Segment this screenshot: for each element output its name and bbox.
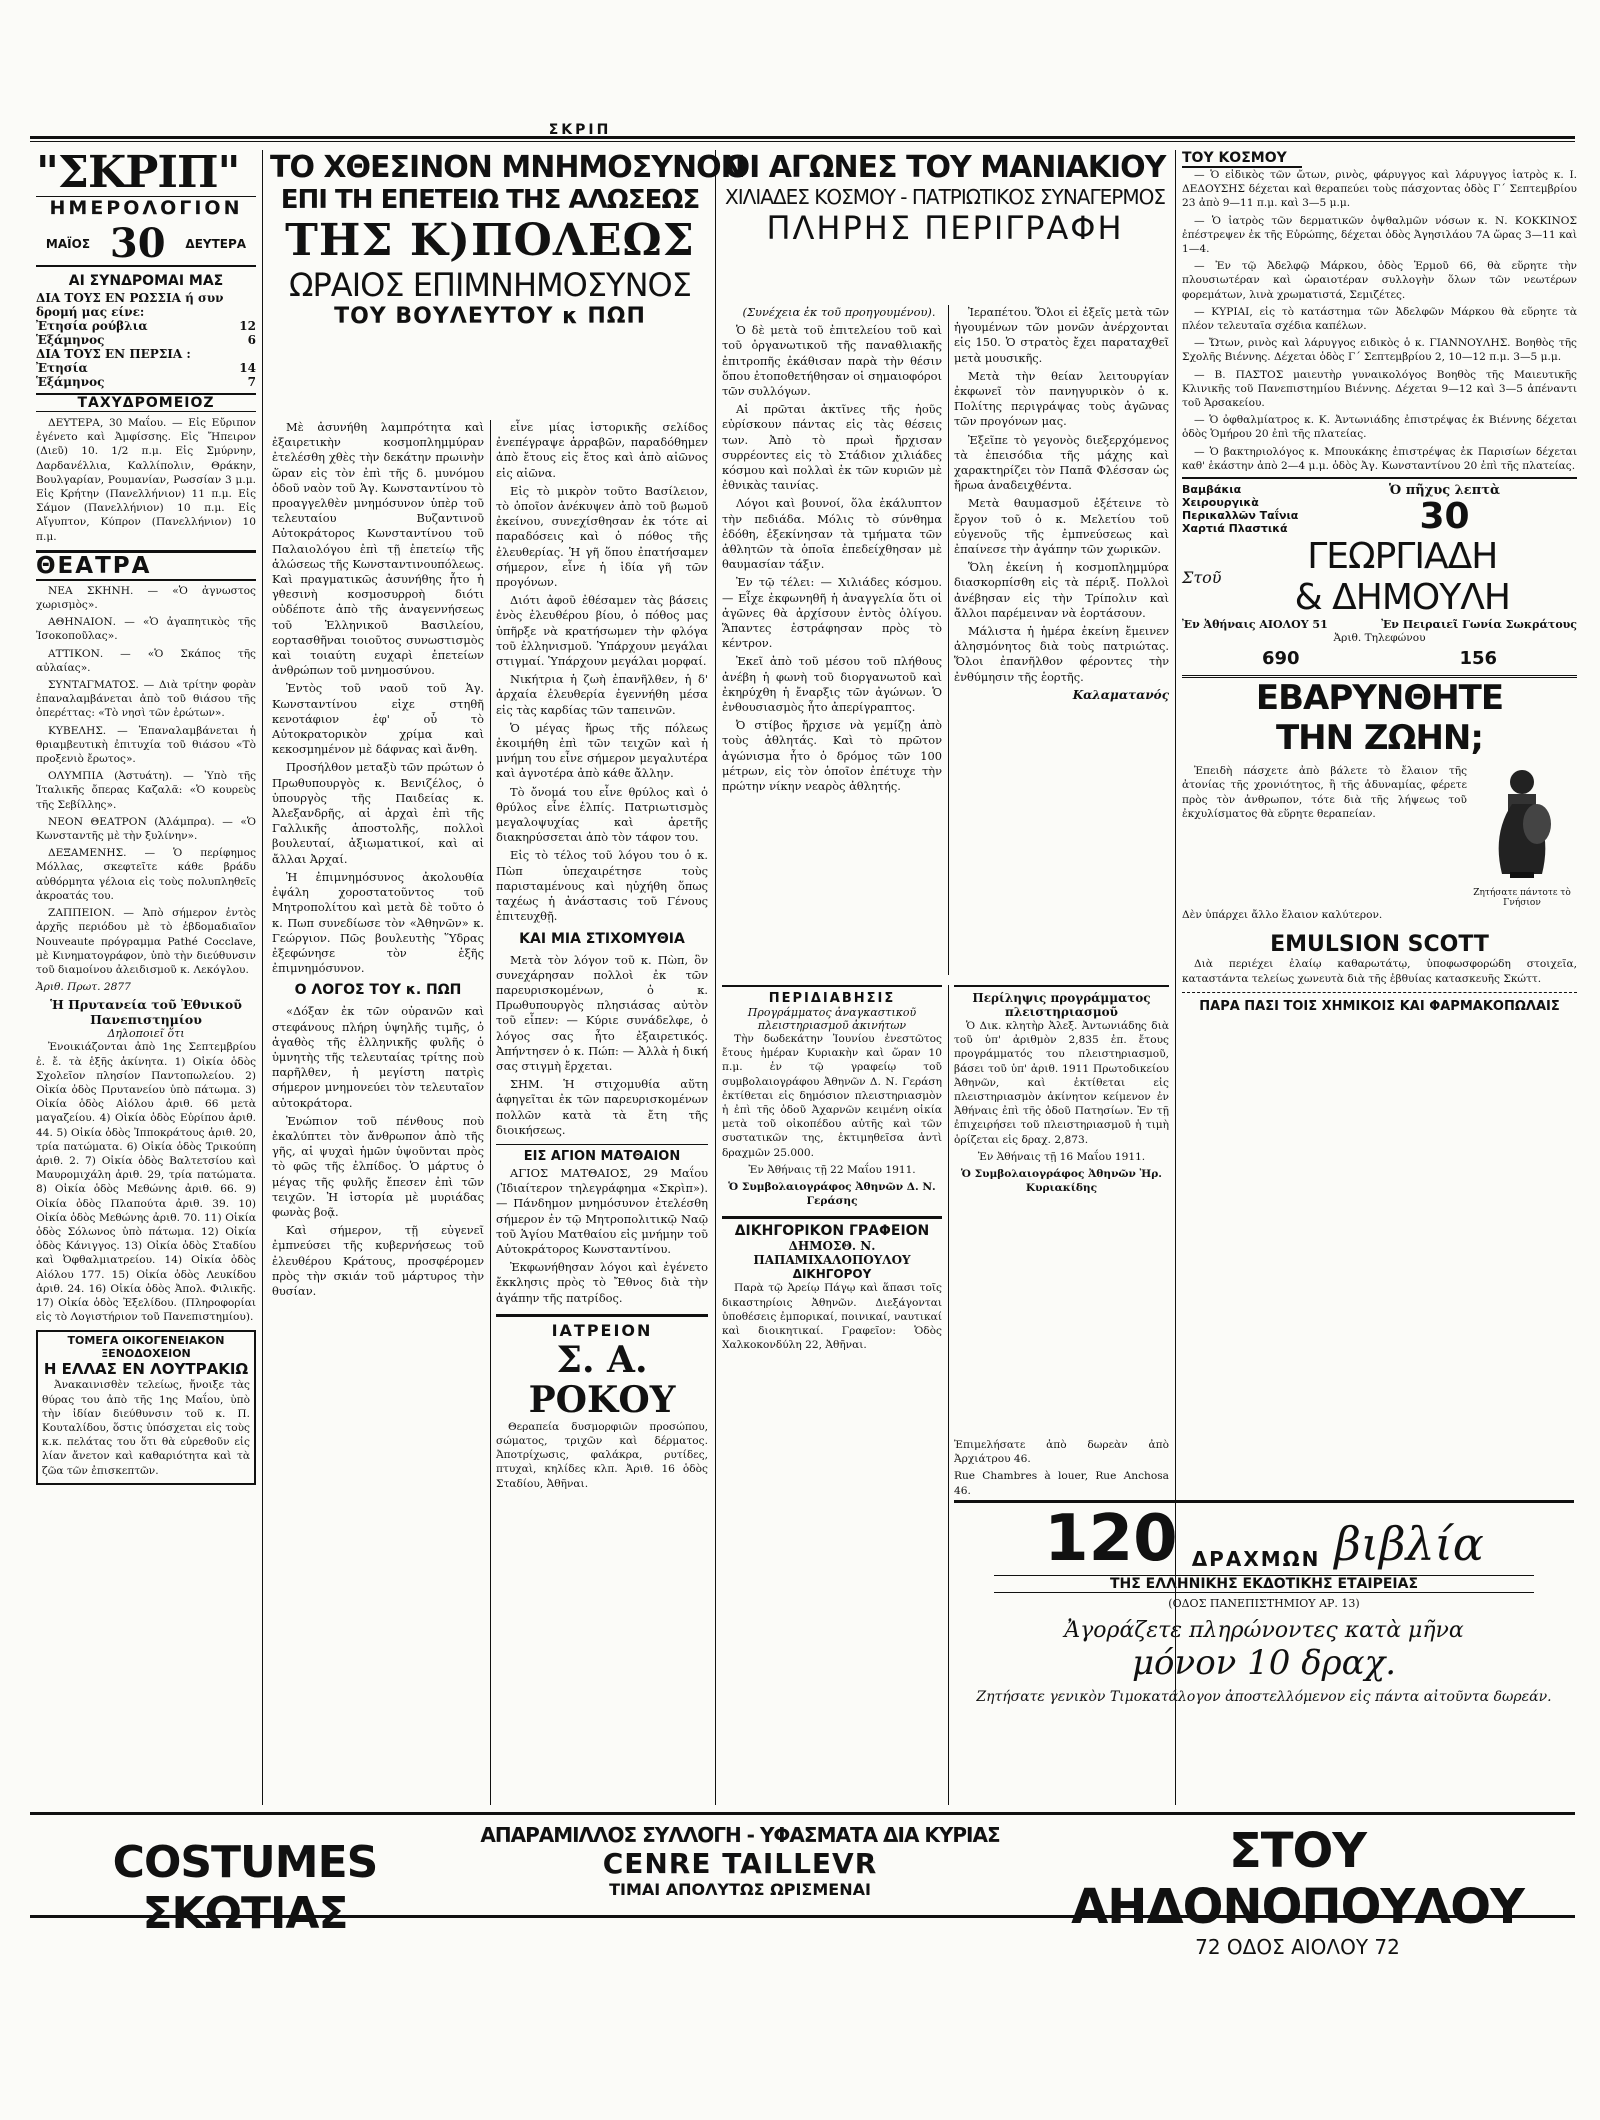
- article-paragraph: Προσήλθον μεταξὺ τῶν πρώτων ὁ Πρωθυπουργὸς κ. Βενιζέλος, ὁ ὑπουργὸς τῆς Παιδείας κ. Ἀλεξανδρῆς, αἱ ἀρχαὶ ἐπὶ τῆς Γαλλικῆς ἀποστολῆς, πολλοὶ βουλευταί, ἀξιωματικοί, καὶ αἱ ἄλλαι Ἀρχαί.: [272, 760, 484, 866]
- auction2-date: Ἐν Ἀθήναις τῇ 16 Μαΐου 1911.: [977, 1150, 1146, 1163]
- subscription-value: 6: [247, 333, 256, 347]
- auction-date: Ἐν Ἀθήναις τῇ 22 Μαΐου 1911.: [748, 1163, 916, 1176]
- column-ads: [1182, 150, 1577, 1290]
- world-notice: — Β. ΠΑΣΤΟΣ μαιευτὴρ γυναικολόγος Βοηθὸς τῆς Μαιευτικῆς Κλινικῆς τοῦ Πανεπιστημίου Βιέννης. Δέχεται 9—12 καὶ 3—5 ἀπέναντι τοῦ Ἀρσακείου.: [1182, 368, 1577, 410]
- world-notice: — Ἐν τῷ Ἀδελφῷ Μάρκου, ὁδὸς Ἑρμοῦ 66, θὰ εὕρητε τὴν πλουσιωτέραν καὶ ὡραιοτέραν συλλογὴν ὅλων τῶν νεωτέρων φορεμάτων, λινὰ χρωματιστά, Σεμιζέτες.: [1182, 260, 1577, 301]
- shop-location-athens: Ἐν Ἀθήναις ΑΙΟΛΟΥ 51: [1182, 618, 1328, 632]
- world-notice: — Ὁ βακτηριολόγος κ. Μπουκάκης ἐπιστρέψας ἐκ Παρισίων δέχεται καθ' ἑκάστην ἀπὸ 2—4 μ.μ. ὁδὸς Ἀγ. Κωνσταντίνου 20 ἐπὶ τῆς πλατείας.: [1182, 445, 1577, 472]
- shop-tel-label: Ἀριθ. Τηλεφώνου: [1333, 632, 1426, 645]
- subscription-label: Ἐτησία: [36, 361, 88, 375]
- lawyer-text: Παρὰ τῷ Ἀρείῳ Πάγῳ καὶ ἅπασι τοῖς δικαστηρίοις Ἀθηνῶν. Διεξάγονται ὑποθέσεις ἐμπορικαί, ποινικαί, ναυτικαί καὶ διοικητικαί. Γραφεῖον: Ὁδὸς Χαλκοκονδύλη 22, Ἀθῆναι.: [722, 1282, 942, 1352]
- world-notices: [1182, 168, 1577, 473]
- article-paragraph: Ἰεραπέτου. Ὅλοι εἰ ἐξεῖς μετὰ τῶν ἡγουμένων τῶν μονῶν ἀνέρχονται εἰς 150. Ὁ στρατὸς ἔχει παραταχθεῖ μετὰ μουσικῆς.: [954, 305, 1169, 365]
- books-company: ΤΗΣ ΕΛΛΗΝΙΚΗΣ ΕΚΔΟΤΙΚΗΣ ΕΤΑΙΡΕΙΑΣ: [994, 1575, 1534, 1593]
- notice-title: Ἡ Πρυτανεία τοῦ Ἐθνικοῦ Πανεπιστημίου: [50, 997, 242, 1028]
- fabric-list: Βαμβάκια Χειρουργικὰ Περικαλλῶν Ταΐνια Χαρτιά Πλαστικά: [1182, 483, 1299, 536]
- article-paragraph: Ἐκφωνήθησαν λόγοι καὶ ἐγένετο ἔκκλησις πρὸς τὸ Ἔθνος διὰ τὴν ἀγάπην τῆς πατρίδος.: [496, 1260, 708, 1305]
- lawyer-sub: ΔΙΚΗΓΟΡΟΥ: [792, 1267, 872, 1282]
- bottom-ad-mid-bottom: ΤΙΜΑΙ ΑΠΟΛΥΤΩΣ ΩΡΙΣΜΕΝΑΙ: [609, 1880, 871, 1899]
- bottom-ad-mid-top: ΑΠΑΡΑΜΙΛΛΟΣ ΣΥΛΛΟΓΗ - ΥΦΑΣΜΑΤΑ ΔΙΑ ΚΥΡΙΑΣ: [480, 1823, 1000, 1847]
- auction2-title: Περίληψις προγράμματος πλειστηριασμοῦ: [972, 991, 1151, 1019]
- books-address: (ΟΔΟΣ ΠΑΝΕΠΙΣΤΗΜΙΟΥ ΑΡ. 13): [1168, 1597, 1360, 1610]
- theatre-item: ΟΛΥΜΠΙΑ (Ἀστυάτη). — Ὑπὸ τῆς Ἰταλικῆς ὄπερας Καζαλᾶ: «Ὁ κουρεὺς τῆς Σεβίλλης».: [36, 770, 256, 811]
- article-paragraph: Ἐνώπιον τοῦ πένθους ποὺ ἐκαλύπτει τὸν ἄνθρωπον ἀπὸ τῆς γῆς, αἱ ψυχαὶ ἡμῶν ὑψοῦνται πρὸς τὸ φῶς τῆς ἐλπίδος. Ὁ μάρτυς ὁ μέγας τῆς φυλῆς ἔπεσεν ἐπὶ τῶν τειχῶν. Ἡ ἱστορία μὲ μυριάδας φωνὰς βοᾷ.: [272, 1113, 484, 1219]
- subscription-value: 12: [239, 319, 256, 333]
- clinic-text: Θεραπεία δυσμορφιῶν προσώπου, σώματος, τριχῶν καὶ δέρματος. Ἀποτρίχωσις, φαλάκρα, ρυτίδες, πτυχαὶ, κηλίδες κλπ. Ἀριθ. 16 ὁδὸς Σταδίου, Ἀθῆναι.: [496, 1420, 708, 1490]
- headline-3: ΤΗΣ Κ)ΠΟΛΕΩΣ: [285, 215, 695, 266]
- article-paragraph: εἶνε μίας ἱστορικῆς σελίδος ἐνεπέγραψε ἀρραβῶν, παραδόθημεν ἀπὸ ἔτους εἰς ἔτος καὶ ἀπὸ αἰῶνος εἰς αἰῶνα.: [496, 420, 708, 480]
- theatre-item: ΝΕΑ ΣΚΗΝΗ. — «Ὁ ἀγνωστος χωρισμὸς».: [36, 584, 256, 612]
- subscription-label: δρομή μας είνε:: [36, 305, 145, 319]
- books-ad: [954, 1500, 1574, 1803]
- auction2-text: Ὁ Δικ. κλητὴρ Ἀλεξ. Ἀντωνιάδης διὰ τοῦ ὑπ' ἀριθμὸν 2,835 ἐπ. ἔτους προγράμματός του πλειστηριασμοῦ, βάσει τοῦ ὑπ' ἀριθ. 1911 Πρωτοδικείου Ἀθηνῶν, καὶ ἐκτίθεται εἰς πλειστηριασμὸν ἀκίνητον κείμενον ἐν Ἀθήναις ἐπὶ τῆς ὁδοῦ Πατησίων. Ἐν τῇ ἐπιχειρήσει τοῦ πλειστηριασμοῦ ἡ τιμὴ ὁρίζεται εἰς δραχ. 2,873.: [954, 1020, 1169, 1146]
- fabric-price-label: Ὁ πῆχυς λεπτὰ: [1389, 483, 1500, 499]
- lawyer-title: ΔΙΚΗΓΟΡΙΚΟΝ ΓΡΑΦΕΙΟΝ: [734, 1223, 930, 1240]
- hotel-title: ΤΟΜΕΓΑ ΟΙΚΟΓΕΝΕΙΑΚΟΝ ΞΕΝΟΔΟΧΕΙΟΝ: [67, 1334, 225, 1361]
- headline-1: ΤΟ ΧΘΕΣΙΝΟΝ ΜΝΗΜΟΣΥΝΟΝ: [270, 150, 745, 185]
- theatre-item: ΔΕΞΑΜΕΝΗΣ. — Ὁ περίφημος Μόλλας, σκεφτεῖτε κάθε βράδυ αὐθόρμητα γέλοια εἰς τοὺς πολυπληθεῖς ἀκροατάς του.: [36, 847, 256, 902]
- article-signature: Καλαματανός: [1072, 687, 1169, 702]
- article-paragraph: Ἐντὸς τοῦ ναοῦ τοῦ Ἁγ. Κωνσταντίνου εἰχε στηθῆ κενοτάφιον ἐφ' οὗ τὸ Αὐτοκρατορικὸν χρίμα καὶ κεκοσμημένον μὲ δάφνας καὶ ἄνθη.: [272, 681, 484, 757]
- article-paragraph: Τὸ ὄνομά του εἶνε θρύλος καὶ ὁ θρύλος εἶνε ἐλπίς. Πατριωτισμὸς μεγαλοψυχίας καὶ ἀρετῆς διακηρύσσεται ἀπὸ τὸν τάφον του.: [496, 784, 708, 845]
- shop-locations: [1182, 618, 1577, 631]
- emulsion-footer: Δὲν ὑπάρχει ἄλλο ἔλαιον καλύτερον.: [1182, 909, 1383, 922]
- auction2-signature: Ὁ Συμβολαιογράφος Ἀθηνῶν Ἠρ. Κυριακίδης: [961, 1168, 1162, 1195]
- article-paragraph: Μετὰ τὸν λόγον τοῦ κ. Πὼπ, ὃν συνεχάρησαν πολλοὶ ἐκ τῶν παρευρισκομένων, ὁ κ. Πρωθυπουργὸς πλησιάσας αὐτὸν τοῦ εἶπεν: — Κύριε συνάδελφε, ὁ λόγος σας ἦτο ἐξαιρετικός. Ἀπήντησεν ὁ κ. Πώπ: — Ἀλλὰ ἡ δική σας στιγμὴ ἔρχεται.: [496, 952, 708, 1073]
- theatre-item: ΚΥΒΕΛΗΣ. — Ἐπαναλαμβάνεται ἡ θριαμβευτικὴ ἐπιτυχία τοῦ θιάσου «Τὸ προξενιὸ ἔρωτος».: [36, 724, 256, 766]
- headline-5: ΤΟΥ ΒΟΥΛΕΥΤΟΥ κ ΠΩΠ: [334, 304, 646, 329]
- article-paragraph: Μὲ ἀσυνήθη λαμπρότητα καὶ ἐξαιρετικὴν κοσμοπλημμύραν ἐτελέσθη χθὲς τὴν δεκάτην πρωινὴν ὥραν εἰς τὸν ἐπὶ τῆς δ. μυνόμου ὁδοῦ ναὸν τοῦ Ἁγ. Κωνσταντίνου τὸ προαγγελθὲν μνημόσυνον ὑπὲρ τοῦ τελευταίου Βυζαντινοῦ Αὐτοκράτορος Κωνσταντίνου τοῦ Παλαιολόγου ἐπὶ τῇ ἐπετείῳ τῆς ἁλώσεως τῆς Κωνσταντινουπόλεως. Καὶ πραγματικῶς ἀσυνήθης ἦτο ἡ γθεσινὴ κοσμοσυρροὴ διότι οὐδέποτε ἀπὸ τῆς ἀναγεννήσεως τοῦ Ἑλληνικοῦ Βασιλείου, εορτασθῆναι τοιοῦτος συνωστισμὸς καὶ τοιαύτη ευχαρὶ ἐπετείων ἀνθρώπων τοῦ μνημοσύνου.: [272, 420, 484, 678]
- fabric-ad: [1182, 477, 1577, 536]
- article-paragraph: Διότι ἀφοῦ ἐθέσαμεν τὰς βάσεις ἑνὸς ἐλευθέρου βίου, ὁ πόθος μας ὑπῆρξε νὰ κρατήσωμεν τὴν φλόγα τοῦ ἐλληνισμοῦ. Ὑπάρχουν μεγάλαι στιγμαί. Ὑπάρχουν μεγάλαι μορφαί.: [496, 593, 708, 669]
- theatre-item: ΣΥΝΤΑΓΜΑΤΟΣ. — Διὰ τρίτην φορὰν ἐπαναλαμβάνεται ἀπὸ τοῦ θιάσου τῆς ὀπερέττας: «Τὸ νησὶ τῶν ἐρώτων».: [36, 679, 256, 720]
- subscriptions-table: [36, 291, 256, 389]
- world-header: ΤΟΥ ΚΟΣΜΟΥ: [1182, 150, 1302, 168]
- books-price: 120: [1044, 1502, 1178, 1576]
- books-line-2: μόνον 10 δραχ.: [1131, 1643, 1397, 1683]
- emulsion-ad: [1182, 675, 1577, 1014]
- article-paragraph: ΑΓΙΟΣ ΜΑΤΘΑΙΟΣ, 29 Μαΐου (Ἰδιαίτερον τηλεγράφημα «Σκρὶπ»). — Πάνδημον μνημόσυνον ἐτελέσθη σήμερον ἐν τῷ Μητροπολιτικῷ Ναῷ τοῦ Ἁγίου Ματθαίου εἰς μνήμην τοῦ Αὐτοκράτορος Κωνσταντίνου.: [496, 1165, 708, 1256]
- column-games-2: [954, 305, 1169, 975]
- column-memorial-1: [272, 420, 484, 1805]
- auction-subtitle: Προγράμματος ἀναγκαστικοῦ πλειστηριασμοῦ ἀκινήτων: [747, 1006, 917, 1032]
- shop-brand: [1182, 536, 1577, 618]
- bottom-ad-left: COSTUMES ΣΚΩΤΙΑΣ: [112, 1837, 378, 1939]
- date-month: ΜΑΪΟΣ: [45, 237, 91, 251]
- rooms-ad: [954, 1438, 1169, 1497]
- books-line-3: Ζητήσατε γενικὸν Τιμοκατάλογον ἀποστελλόμενον εἰς πάντα αἰτοῦντα δωρεάν.: [976, 1689, 1552, 1705]
- hotel-text: Ἀνακαινισθὲν τελείως, ἤνοιξε τὰς θύρας του ἀπὸ τῆς 1ης Μαΐου, ὑπὸ τὴν ἰδίαν διεύθυνσιν τοῦ κ. Π. Κουταλίδου, ὅστις ὑπόσχεται εἰς τοὺς κ.κ. πελάτας του ὅτι θὰ εὑρεθοῦν εἰς λίαν ἄνετον καὶ καθαριότητα καὶ τὰ ζῶα τῶν ἐπισκεπτῶν.: [42, 1379, 250, 1477]
- subscription-label: Ἑξάμηνος: [36, 333, 105, 347]
- shop-tel-1: 690: [1261, 648, 1300, 670]
- subheading-dialogue: ΚΑΙ ΜΙΑ ΣΤΙΧΟΜΥΘΙΑ: [519, 930, 685, 947]
- article-paragraph: Νικήτρια ἡ ζωὴ ἐπανῆλθεν, ἡ δ' ἀρχαία ἐλευθερία ἐγεννήθη μέσα εἰς τὰς καρδίας τῶν ταπεινῶν.: [496, 672, 708, 717]
- bottom-ad-band: [30, 1812, 1575, 1959]
- subscription-row: [36, 291, 256, 305]
- article-paragraph: Λόγοι καὶ βουνοί, ὅλα ἐκάλυπτον τὴν πεδιάδα. Μόλις τὸ σύνθημα ἐδόθη, ἐξεκίνησαν τὰ τμήματα τῶν ἀθλητῶν τὰ ὁποῖα ἐπεδείχθησαν μὲ θαυμασίαν τάξιν.: [722, 496, 942, 572]
- theatre-title: ΘΕΑΤΡΑ: [36, 550, 256, 581]
- date-day: 30: [109, 220, 166, 267]
- bottom-ad-address: 72 ΟΔΟΣ ΑΙΟΛΟΥ 72: [1195, 1935, 1400, 1959]
- article-paragraph: Μετὰ τὴν θείαν λειτουργίαν ἐκφωνεῖ τὸν πανηγυρικὸν ὁ κ. Πολίτης περιγράψας τοὺς ἀγῶνας τῶν προγόνων μας.: [954, 368, 1169, 429]
- post-title: ΤΑΧΥΔΡΟΜΕΙΟΖ: [36, 393, 256, 412]
- fisherman-illustration-icon: [1482, 764, 1562, 884]
- subscriptions-title: ΑΙ ΣΥΝΔΡΟΜΑΙ ΜΑΣ: [68, 273, 224, 289]
- subscription-value: 7: [247, 375, 256, 389]
- article-paragraph: Ὁ δὲ μετὰ τοῦ ἐπιτελείου τοῦ καὶ τοῦ ὀργανωτικοῦ τῆς παναθλιακῆς ἐπιτροπῆς ἐκάθισαν παρὰ τὴν θέσιν ὅπου ἐτοποθετήθησαν οἱ σημαιοφόροι τῶν συλλόγων.: [722, 323, 942, 399]
- shop-name-1: ΓΕΩΡΓΙΑΔΗ: [1307, 536, 1498, 578]
- hotel-name: Η ΕΛΛΑΣ ΕΝ ΛΟΥΤΡΑΚΙΩ: [43, 1360, 249, 1379]
- emulsion-h2: ΤΗΝ ΖΩΗΝ;: [1275, 718, 1483, 759]
- subscription-label: ΔΙΑ ΤΟΥΣ ΕΝ ΠΕΡΣΙΑ :: [36, 347, 191, 361]
- masthead-rule: [30, 136, 1575, 139]
- article-paragraph: Ὁ μέγας ἥρως τῆς πόλεως ἐκοιμήθη ἐπὶ τῶν τειχῶν καὶ ἡ μνήμη του εἶνε σήμερον μεγαλυτέρα καὶ ἀγνοτέρα ἀπὸ κάθε ἄλλην.: [496, 720, 708, 781]
- lawyer-name: ΔΗΜΟΣΘ. Ν. ΠΑΠΑΜΙΧΑΛΟΠΟΥΛΟΥ: [753, 1239, 911, 1268]
- auction-text: Τὴν δωδεκάτην Ἰουνίου ἐνεστῶτος ἔτους ἡμέραν Κυριακὴν καὶ ὥραν 10 π.μ. ἐν τῷ γραφείῳ τοῦ συμβολαιογράφου Ἀθηνῶν Δ. Ν. Γεράση ἐκτίθεται εἰς δημόσιον πλειστηριασμὸν ἡ ἐπὶ τῆς ὁδοῦ Ἀχαρνῶν κειμένη οἰκία μετὰ τοῦ οἰκοπέδου αὐτῆς καὶ τῶν συστατικῶν της, ἐκτιμηθεῖσα ἀντὶ δραχμῶν 25.000.: [722, 1033, 942, 1159]
- article-paragraph: Ἡ ἐπιμνημόσυνος ἀκολουθία ἐψάλη χοροστατοῦντος τοῦ Μητροπολίτου καὶ μετὰ δὲ τοῦτο ὁ κ. Πωπ συνεδίωσε τὸν «Ἀθηνῶν» κ. Γεώργιον. Πῶς βουλευτὴς Ὕδρας ἐξεφώνησε τὸν ἑξῆς ἐπιμνημόσυνον.: [272, 869, 484, 976]
- subheading-matthew: ΕΙΣ ΑΓΙΟΝ ΜΑΤΘΑΙΟΝ: [496, 1144, 708, 1164]
- theatre-item: ΝΕΟΝ ΘΕΑΤΡΟΝ (Ἀλάμπρα). — «Ὁ Κωνσταντῆς μὲ τὴν ξυλίνην».: [36, 815, 256, 843]
- books-line-1: Ἀγοράζετε πληρώνοντες κατὰ μῆνα: [1064, 1618, 1464, 1643]
- shop-tels: [1182, 648, 1577, 669]
- article-paragraph: Ἐξεῖπε τὸ γεγονὸς διεξερχόμενος τὰ ἐπεισόδια τῆς μάχης καὶ χαρακτηρίζει τὸν Παπᾶ Φλέσσαν ὡς ἥρωα ἀναδειχθέντα.: [954, 432, 1169, 493]
- column-divider: [948, 985, 949, 1805]
- shop-stou: Στοῦ: [1182, 567, 1222, 587]
- books-unit: ΔΡΑΧΜΩΝ: [1191, 1547, 1321, 1571]
- ref-number: Ἀριθ. Πρωτ. 2877: [36, 981, 131, 994]
- subscription-row: [36, 361, 256, 375]
- subscription-label: Ἐτησία ρούβλια: [36, 319, 148, 333]
- world-notice: — Ὁ ὀφθαλμίατρος κ. Κ. Ἀντωνιάδης ἐπιστρέψας ἐκ Βιέννης δέχεται ὁδὸς Ὁμήρου 20 ἐπὶ τῆς πλατείας.: [1182, 414, 1577, 441]
- games-headline-2: ΧΙΛΙΑΔΕΣ ΚΟΣΜΟΥ - ΠΑΤΡΙΩΤΙΚΟΣ ΣΥΝΑΓΕΡΜΟΣ: [725, 185, 1165, 209]
- auction-signature: Ὁ Συμβολαιογράφος Ἀθηνῶν Δ. Ν. Γεράσης: [728, 1181, 936, 1208]
- subscription-label: ΔΙΑ ΤΟΥΣ ΕΝ ΡΩΣΣΙΑ ή συν: [36, 291, 224, 305]
- article-paragraph: «Δόξαν ἐκ τῶν οὐρανῶν καὶ στεφάνους πλήρη ὑψηλῆς τιμῆς, ὁ ἀγαθὸς τῆς ἑλληνικῆς φυλῆς ὁ ὑμνητὴς τῆς τελευταίας τρίτης ποὺ παρῆλθεν, ἡ μεγίστη πατρὶς σήμερον μνημονεύει τὸν τελευταῖον αὐτοκράτορα.: [272, 1004, 484, 1110]
- article-continued: (Συνέχεια ἐκ τοῦ προηγουμένου).: [742, 305, 936, 319]
- masthead-label: ΣΚΡΙΠ: [548, 122, 612, 138]
- bottom-ad-brand: CENRE TAILLEVR: [602, 1847, 878, 1880]
- lawyer-ad: [722, 1216, 942, 1352]
- almanac-subtitle: ΗΜΕΡΟΛΟΓΙΟΝ: [36, 196, 256, 219]
- notice-text: Ἐνοικιάζονται ἀπὸ 1ης Σεπτεμβρίου ἐ. ἔ. τὰ ἑξῆς ἀκίνητα. 1) Οἰκία ὁδὸς Σχολεῖον πλησίον Παντοπωλείου. 2) Οἰκία ὁδὸς Πρυτανείου ὑπὸ πάτωμα. 3) Οἰκία ὁδὸς Αἰόλου ἀριθ. 66 μετὰ μαγαζείου. 4) Οἰκία ὁδὸς Εὐρίπου ἀριθ. 44. 5) Οἰκία ὁδὸς Ἰπποκράτους ἀριθ. 20, τρία πατώματα. 6) Οἰκία ὁδὸς Τρικούπη ἀριθ. 2. 7) Οἰκία ὁδὸς Βαλτετσίου καὶ Μαυρομιχάλη ἀριθ. 29, τρία πατώματα. 8) Οἰκία ὁδὸς Μεθώνης ἀριθ. 66. 9) Οἰκία ὁδὸς Πλαπούτα ἀριθ. 39. 10) Οἰκία ὁδὸς Μεθώνης ἀριθ. 70. 11) Οἰκία ὁδὸς Σόλωνος ὑπὸ πάτωμα. 12) Οἰκία ὁδὸς Κάνιγγος. 13) Οἰκία ὁδὸς Σταδίου καὶ Ὀφθαλμιατρείου. 14) Οἰκία ὁδὸς Αἰόλου 177. 15) Οἰκία ὁδὸς Λευκίδου ἀριθ. 24. 16) Οἰκία ὁδὸς Ἀπολ. Φιλικῆς. 17) Οἰκία ὁδὸς Ἐξελίδου. (Πληροφορίαι εἰς τὸ Λογιστήριον τοῦ Πανεπιστημίου).: [36, 1041, 256, 1324]
- world-notice: — Ὁ ἰατρὸς τῶν δερματικῶν ὀψθαλμῶν νόσων κ. Ν. ΚΟΚΚΙΝΟΣ ἐπέστρεψεν ἐκ τῆς Εὐρώπης, δέχεται ὁδὸς Ἀγησιλάου 7Α ὥρας 3—11 καὶ 1—4.: [1182, 214, 1577, 256]
- rooms-text: Ἐπιμελήσατε ἀπὸ δωρεὰν ἀπὸ Ἀρχιάτρου 46.: [954, 1439, 1169, 1466]
- column-memorial-2: [496, 420, 708, 1805]
- emulsion-caption: Ζητήσατε πάντοτε τὸ Γνήσιον: [1473, 888, 1571, 909]
- shop-name-2: & ΔΗΜΟΥΛΗ: [1294, 577, 1510, 619]
- column-divider: [262, 150, 263, 1805]
- clinic-ad: [496, 1314, 708, 1491]
- world-notice: — Ὁ εἰδικὸς τῶν ὤτων, ρινὸς, φάρυγγος καὶ λάρυγγος ἰατρὸς κ. Ι. ΔΕΔΟΥΣΗΣ δέχεται καὶ θεραπεύει τοὺς πάσχοντας ὁδὸς Γ΄ Σεπτεμβρίου 23 ἀπὸ 9—11 π.μ. καὶ 3—5 μ.μ.: [1182, 169, 1577, 210]
- column-divider: [948, 305, 949, 975]
- date-weekday: ΔΕΥΤΕΡΑ: [185, 237, 247, 251]
- emulsion-brand: EMULSION SCOTT: [1270, 932, 1489, 958]
- emulsion-text: Ἐπειδὴ πάσχετε ἀπὸ βάλετε τὸ ἔλαιον τῆς ἀτονίας τῆς χρονιότητος, ἢ τῆς ἀδυναμίας, φέρετε πρὸς τὸν ἀνθρωπον, τότε διὰ τῆς λήψεως τοῦ ἐκχυλίσματος θὰ εὕρητε θεραπείαν.: [1182, 765, 1467, 820]
- emulsion-brand-text: Διὰ περιέχει ἐλαίῳ καθαρωτάτῳ, ὑποφωσφορώδη στοιχεῖα, καταστάντα τελείως χωνευτὰ διὰ τῆς ἐβθυίας κατασκευῆς Σκώττ.: [1182, 958, 1577, 985]
- clinic-title: ΙΑΤΡΕΙΟΝ: [551, 1320, 653, 1340]
- subscription-row: [36, 319, 256, 333]
- fabric-price: 30: [1419, 496, 1470, 538]
- subscription-label: Ἑξάμηνος: [36, 375, 105, 389]
- emulsion-sold: ΠΑΡΑ ΠΑΣΙ ΤΟΙΣ ΧΗΜΙΚΟΙΣ ΚΑΙ ΦΑΡΜΑΚΟΠΩΛΑΙΣ: [1182, 992, 1577, 1014]
- article-paragraph: Αἱ πρῶται ἀκτῖνες τῆς ἡοῦς εὐρίσκουν πάντας εἰς τὰς θέσεις των. Ἀπὸ τὸ πρωὶ ἤρχισαν συρρέοντες εἰς τὸ Στάδιον χιλιάδες κόσμου καὶ πολλαὶ ἐκ τῶν κυριῶν μὲ ἐθνικὰς ταινίας.: [722, 402, 942, 493]
- subscription-row: [36, 347, 256, 361]
- masthead-rule-thin: [30, 141, 1575, 142]
- world-notice: — ΚΥΡΙΑΙ, εἰς τὸ κατάστημα τῶν Ἀδελφῶν Μάρκου θὰ εὕρητε τὰ πλέον τελευταῖα σχέδια καπέλων.: [1182, 305, 1577, 333]
- world-notice: — Ὤτων, ρινὸς καὶ λάρυγγος ειδικὸς ὁ κ. ΓΙΑΝΝΟΥΛΗΣ. Βοηθὸς τῆς Σχολῆς Βιέννης. Δέχεται ὁδὸς Γ΄ Σεπτεμβρίου 2, 10—12 π.μ. 3—5 μ.μ.: [1182, 337, 1577, 364]
- headline-2: ΕΠΙ ΤΗ ΕΠΕΤΕΙΩ ΤΗΣ ΑΛΩΣΕΩΣ: [280, 185, 700, 215]
- games-headline-1: ΟΙ ΑΓΩΝΕΣ ΤΟΥ ΜΑΝΙΑΚΙΟΥ: [724, 150, 1166, 185]
- article-paragraph: Ἐν τῷ τέλει: — Χιλιάδες κόσμου. — Εἶχε ἐκφωνηθῆ ἡ ἀναγγελία ὅτι οἱ ἀγῶνες θὰ ἀρχίσουν ἐντὸς ὀλίγου. Ἅπαντες ἐστράφησαν πρὸς τὸ κέντρον.: [722, 575, 942, 651]
- headline-memorial: [270, 150, 745, 420]
- theatre-item: ΖΑΠΠΕΙΟΝ. — Ἀπὸ σήμερον ἐντὸς ἀρχῆς περιόδου μὲ τὸ ἑβδομαδιαῖον Nouveaute πρόγραμμα Pathé Cocclave, μὲ Κινηματογράφον, ὑπὸ τὴν διεύθυνσιν τοῦ διαμοίνου ἀλειδισμοῦ κ. Λεκόγλου.: [36, 907, 256, 976]
- books-script: βιβλία: [1334, 1517, 1484, 1571]
- almanac-title: "ΣΚΡΙΠ": [36, 147, 240, 198]
- theatre-item: ΑΘΗΝΑΙΟΝ. — «Ὁ ἀγαπητικὸς τῆς Ἰσοκοποῦλας».: [36, 616, 256, 643]
- subscription-row: [36, 305, 256, 319]
- subscription-row: [36, 333, 256, 347]
- theatre-listings: [36, 584, 256, 977]
- column-divider: [490, 420, 491, 1805]
- theatre-item: ΑΤΤΙΚΟΝ. — «Ὁ Σκάπος τῆς αὐλαίας».: [36, 647, 256, 674]
- article-paragraph: ΣΗΜ. Ἡ στιχομυθία αὕτη ἀφηγεῖται ἐκ τῶν παρευρισκομένων πολλῶν κατὰ τὰ ἔτη τῆς διοικήσεως.: [496, 1077, 708, 1137]
- article-paragraph: Μετὰ θαυμασμοῦ ἐξέτεινε τὸ ἔργον τοῦ ὁ κ. Μελετίου τοῦ εὐγενοῦς τῆς ἐμπνεύσεως καὶ ἐπαίνεσε τὴν ἀγάπην τῶν χωρικῶν.: [954, 496, 1169, 557]
- shop-location-piraeus: Ἐν Πειραιεῖ Γωνία Σωκράτους: [1381, 618, 1577, 632]
- hotel-ad: [36, 1330, 256, 1484]
- article-paragraph: Ὅλη ἐκείνη ἡ κοσμοπλημμύρα διασκορπίσθη εἰς τὰ πέριξ. Πολλοὶ ἀνέβησαν εἰς τὴν Τρίπολιν καὶ ἄλλοι παρέμειναν νὰ ἑορτάσουν.: [954, 560, 1169, 620]
- post-text: ΔΕΥΤΕΡΑ, 30 Μαΐου. — Εἰς Εὔριπον ἐγένετο καὶ Ἀμφίσσης. Εἰς Ἤπειρον (Διεῦ) 10. 1/2 π.μ. Εἰς Σμύρνην, Δαρδανέλλια, Καλλίπολιν, Θράκην, Βουλγαρίαν, Ρουμανίαν, Ρωσσίαν 3 μ.μ. Εἰς Κρήτην (Πανελλήνιον) 11 π.μ. Εἰς Σάμον (Πανελλήνιον) 10 π.μ. Εἰς Αἴγυπτον, Κύπρον (Πανελλήνιον) 10 π.μ.: [36, 417, 256, 543]
- article-paragraph: Εἰς τὸ τέλος τοῦ λόγου του ὁ κ. Πὼπ ὑπεχαιρέτησε τοὺς παρισταμένους καὶ ηὐχήθη ὅπως ταχέως ἡ ἀνάστασις τοῦ Γένους ἐπιτευχθῇ.: [496, 848, 708, 924]
- headline-4: ΩΡΑΙΟΣ ΕΠΙΜΝΗΜΟΣΥΝΟΣ: [289, 266, 691, 304]
- emulsion-h1: ΕΒΑΡΥΝΘΗΤΕ: [1255, 678, 1504, 719]
- article-paragraph: Καὶ σήμερον, τῇ εὐγενεῖ ἐμπνεύσει τῆς κυβερνήσεως τοῦ ἐλευθέρου Κράτους, προσφέρομεν πρὸς τὴν σκιάν τοῦ μάρτυρος τὴν θυσίαν.: [272, 1223, 484, 1298]
- subscription-row: [36, 375, 256, 389]
- headline-games: [722, 150, 1168, 300]
- article-paragraph: Μάλιστα ἡ ἡμέρα ἐκείνη ἔμεινεν ἀλησμόνητος διὰ τοὺς πατριώτας. Ὅλοι ἐπανῆλθον φέροντες τὴν ἐνθύμησιν τῆς ἑορτῆς.: [954, 624, 1169, 684]
- subheading-speech: Ο ΛΟΓΟΣ ΤΟΥ κ. ΠΩΠ: [294, 982, 462, 999]
- shop-tel-2: 156: [1459, 648, 1498, 670]
- column-games-1: [722, 305, 942, 975]
- article-paragraph: Ὀ στίβος ἤρχισε νὰ γεμίζῃ ἀπὸ τοὺς ἀθλητάς. Καὶ τὸ πρῶτον ἀγώνισμα ἦτο ὁ δρόμος τῶν 100 μέτρων, εἰς τὸν ὁποῖον ἐπέτυχε τὴν πρώτην νίκην νεαρὸς ἀθλητής.: [722, 718, 942, 794]
- article-paragraph: Ἐκεῖ ἀπὸ τοῦ μέσου τοῦ πλήθους ἀνέβη ἡ φωνὴ τοῦ διοργανωτοῦ καὶ ἐκηρύχθη ἡ ἔναρξις τῶν ἀγώνων. Ὁ ἐνθουσιασμὸς ἦτο ἀπερίγραπτος.: [722, 654, 942, 715]
- column-almanac: [36, 147, 256, 1805]
- subscription-value: 14: [239, 361, 256, 375]
- almanac-date: [36, 220, 256, 267]
- rooms-text-2: Rue Chambres à louer, Rue Anchosa 46.: [954, 1470, 1169, 1497]
- games-headline-3: ΠΛΗΡΗΣ ΠΕΡΙΓΡΑΦΗ: [766, 209, 1124, 247]
- notice-subtitle: Δηλοποιεῖ ὅτι: [107, 1027, 185, 1041]
- auction-box-1: [722, 985, 942, 1807]
- article-paragraph: Εἰς τὸ μικρὸν τοῦτο Βασίλειον, τὸ ὁποῖον ἀνέκυψεν ἀπὸ τοῦ βωμοῦ ἐκείνου, συνεχίσθησαν ἐκ τότε αἱ παραδόσεις καὶ ὁ πόθος τῆς ἐλευθερίας. Ἡ γῆ ὅπου ἐπατήσαμεν σήμερον, εἶνε ἡ ἰδία γῆ τῶν προγόνων.: [496, 483, 708, 590]
- column-divider: [715, 150, 716, 1805]
- bottom-ad-right: ΣΤΟΥ ΑΗΔΟΝΟΠΟΥΛΟΥ: [1071, 1823, 1524, 1935]
- clinic-name: Σ. Α. ΡΟΚΟΥ: [528, 1338, 676, 1421]
- auction-title: ΠΕΡΙΔΙΑΒΗΣΙΣ: [768, 991, 896, 1006]
